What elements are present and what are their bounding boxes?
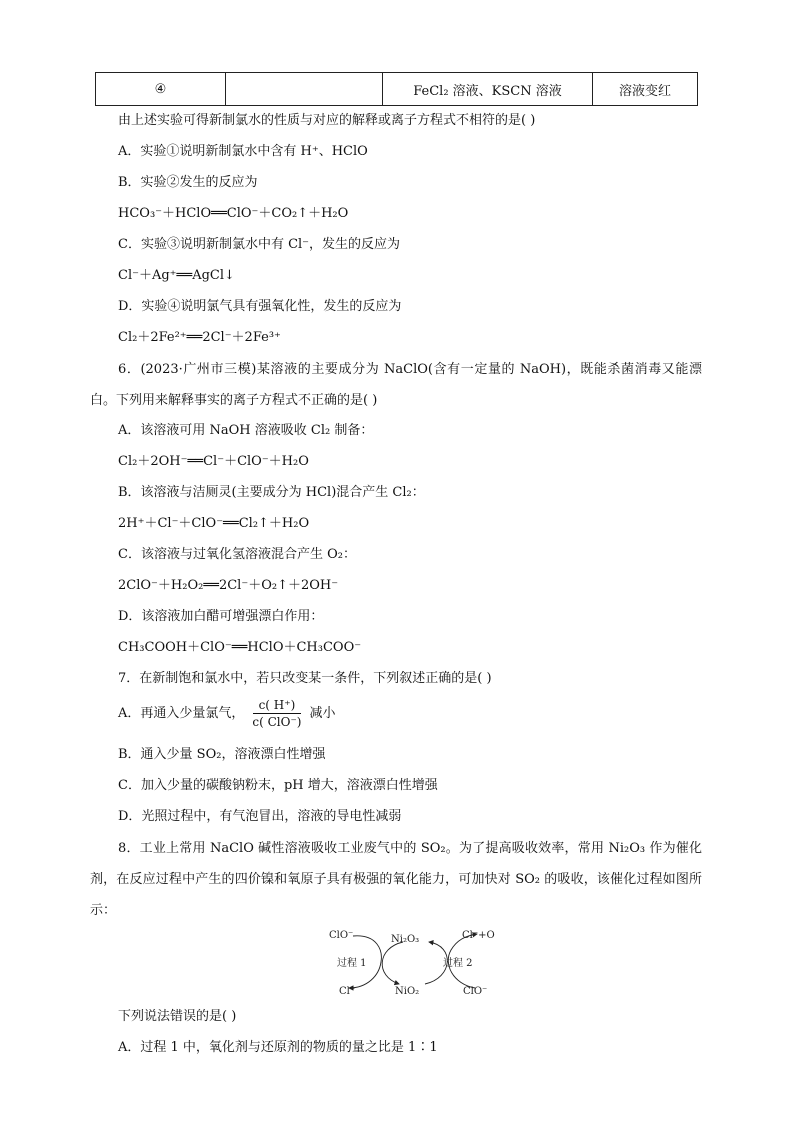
q8-option-a: A．过程 1 中，氧化剂与还原剂的物质的量之比是 1∶1: [118, 1040, 438, 1055]
q7-option-c: C．加入少量的碳酸钠粉末，pH 增大，溶液漂白性增强: [118, 778, 438, 793]
label-clo-bottom-right: ClO⁻: [463, 986, 488, 997]
q6-stem: 6．(2023·广州市三模)某溶液的主要成分为 NaClO(含有一定量的 NaOH)，既能杀菌消毒又能漂白。下列用来解释事实的离子方程式不正确的是( ): [90, 362, 702, 408]
q7-option-a-fraction: [246, 697, 307, 730]
q5-option-a: A．实验①说明新制氯水中含有 H⁺、HClO: [118, 144, 368, 159]
q5-option-c: C．实验③说明新制氯水中有 Cl⁻，发生的反应为: [118, 237, 401, 252]
q8-stem: 8．工业上常用 NaClO 碱性溶液吸收工业废气中的 SO₂。为了提高吸收效率，常用 Ni₂O₃ 作为催化剂，在反应过程中产生的四价镍和氧原子具有极强的氧化能力，可加快对 SO₂ 的吸收，该催化过程如图所示：: [90, 841, 702, 918]
label-clo-top-left: ClO⁻: [329, 930, 354, 941]
fraction-denominator: c( ClO⁻): [252, 715, 302, 729]
experiment-table-row: [95, 72, 698, 106]
q8-sub-stem: 下列说法错误的是( ): [118, 1009, 237, 1024]
label-cl-bottom-left: Cl⁻: [339, 986, 356, 997]
experiment-phenomenon: 溶液变红: [618, 83, 671, 99]
catalytic-cycle-diagram: [325, 922, 505, 1000]
q7-stem: 7．在新制饱和氯水中，若只改变某一条件，下列叙述正确的是( ): [118, 671, 492, 686]
q7-option-a-text: A．再通入少量氯气，: [118, 706, 245, 721]
label-nio2: NiO₂: [395, 986, 420, 997]
q5-stem: 由上述实验可得新制氯水的性质与对应的解释或离子方程式不相符的是( ): [118, 113, 536, 128]
label-process-2: 过程 2: [443, 958, 473, 969]
q5-option-b: B．实验②发生的反应为: [118, 175, 258, 190]
q5-option-d-equation: Cl₂＋2Fe²⁺══2Cl⁻＋2Fe³⁺: [118, 330, 281, 345]
fraction-numerator: c( H⁺): [253, 697, 302, 714]
label-process-1: 过程 1: [337, 958, 367, 969]
q5-option-d: D．实验④说明氯气具有强氧化性，发生的反应为: [118, 299, 402, 314]
q6-option-c: C．该溶液与过氧化氢溶液混合产生 O₂：: [118, 547, 356, 562]
q6-option-a-equation: Cl₂＋2OH⁻══Cl⁻＋ClO⁻＋H₂O: [118, 454, 309, 469]
q6-option-d-equation: CH₃COOH＋ClO⁻══HClO＋CH₃COO⁻: [118, 640, 362, 655]
q7-option-a: [118, 696, 336, 732]
q5-option-c-equation: Cl⁻＋Ag⁺══AgCl↓: [118, 268, 235, 283]
q6-option-d: D．该溶液加白醋可增强漂白作用：: [118, 609, 324, 624]
q6-option-b: B．该溶液与洁厕灵(主要成分为 HCl)混合产生 Cl₂：: [118, 485, 425, 500]
process-1-arrow-right: [382, 942, 403, 984]
q6-option-b-equation: 2H⁺＋Cl⁻＋ClO⁻══Cl₂↑＋H₂O: [118, 516, 310, 531]
experiment-empty-cell: [226, 73, 383, 105]
q5-option-b-equation: HCO₃⁻＋HClO══ClO⁻＋CO₂↑＋H₂O: [118, 206, 349, 221]
q7-option-a-suffix: 减小: [309, 706, 336, 721]
q6-option-a: A．该溶液可用 NaOH 溶液吸收 Cl₂ 制备：: [118, 423, 374, 438]
q7-option-b: B．通入少量 SO₂，溶液漂白性增强: [118, 747, 326, 762]
q6-option-c-equation: 2ClO⁻＋H₂O₂══2Cl⁻＋O₂↑＋2OH⁻: [118, 578, 339, 593]
experiment-number: ④: [96, 73, 226, 105]
q7-option-d: D．光照过程中，有气泡冒出，溶液的导电性减弱: [118, 809, 402, 824]
experiment-reagent: FeCl₂ 溶液、KSCN 溶液: [383, 73, 593, 105]
label-cl-o-top-right: Cl⁻+O: [462, 930, 495, 941]
label-ni2o3: Ni₂O₃: [391, 934, 420, 945]
